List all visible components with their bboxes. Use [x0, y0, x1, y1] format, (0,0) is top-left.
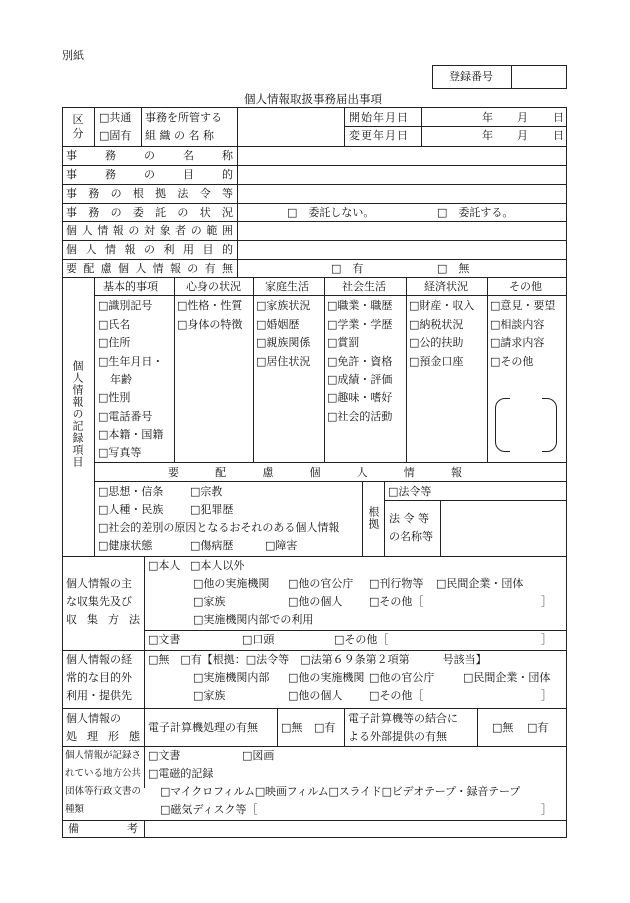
outsource-yes-checkbox[interactable]: □ 委託する。 — [437, 206, 514, 219]
checkbox-item[interactable]: □他の官公庁 — [369, 671, 435, 684]
checkbox-item[interactable]: □請求内容 — [490, 336, 545, 349]
external-label1: 電子計算機等の結合に — [348, 712, 458, 725]
annex-label: 別紙 — [62, 49, 84, 62]
law-name-label1: 法 令 等 — [389, 512, 429, 525]
header-economic: 経済状況 — [424, 280, 468, 293]
checkbox-item[interactable]: □思想・信条 — [98, 485, 164, 498]
checkbox-item[interactable]: □人種・民族 — [98, 503, 164, 516]
bracket-close: ］ — [541, 595, 552, 608]
checkbox-item[interactable]: □納税状況 — [409, 318, 464, 331]
change-date-label: 変更年月日 — [349, 129, 409, 142]
rule — [94, 295, 567, 296]
checkbox-item[interactable]: □犯罪歴 — [190, 503, 234, 516]
day-unit: 日 — [553, 111, 564, 124]
checkbox-item[interactable]: □図画 — [242, 749, 275, 762]
header-basic: 基本的事項 — [103, 280, 158, 293]
rule — [94, 462, 567, 463]
external-no-checkbox[interactable]: □無 — [492, 721, 514, 734]
checkbox-item[interactable]: □識別記号 — [98, 299, 153, 312]
checkbox-item[interactable]: □公的扶助 — [409, 336, 464, 349]
rule — [324, 277, 325, 462]
row-use-purpose: 個 人 情 報 の 利 用 目 的 — [66, 243, 233, 256]
checkbox-item[interactable]: □その他［ — [369, 689, 424, 702]
checkbox-item[interactable]: □刊行物等 — [369, 577, 424, 590]
checkbox-item[interactable]: □文書 — [148, 749, 181, 762]
process-label2: 処 理 形 態 — [66, 730, 140, 743]
checkbox-item[interactable]: □写真等 — [98, 446, 142, 459]
rule — [62, 259, 567, 260]
checkbox-item[interactable]: □本籍・国籍 — [98, 428, 164, 441]
checkbox-item[interactable]: □他の個人 — [288, 689, 343, 702]
checkbox-item[interactable]: □電話番号 — [98, 410, 153, 423]
rule — [141, 107, 142, 146]
checkbox-item[interactable]: □社会的差別の原因となるおそれのある個人情報 — [98, 521, 340, 534]
rule — [253, 277, 254, 462]
rule — [62, 650, 567, 651]
bracket-close: ］ — [541, 689, 552, 702]
rule — [62, 221, 567, 222]
checkbox-item[interactable]: □その他 — [490, 355, 534, 368]
org-label-line2: 組 織 の 名 称 — [145, 129, 214, 142]
docs-label2: れている地方公共 — [65, 768, 142, 779]
remarks-input[interactable] — [146, 821, 566, 837]
legal-basis-checkbox[interactable]: □法令等 — [388, 485, 432, 498]
rule — [62, 146, 567, 147]
header-family: 家庭生活 — [265, 280, 309, 293]
checkbox-item[interactable]: □家族状況 — [256, 299, 311, 312]
row-legal-basis: 事 務 の 根 拠 法 令 等 — [66, 187, 233, 200]
checkbox-item[interactable]: □実施機関内部 — [193, 671, 270, 684]
checkbox-item[interactable]: □職業・職歴 — [327, 299, 393, 312]
provide-label3: 利用・提供先 — [66, 689, 132, 702]
outsource-no-checkbox[interactable]: □ 委託しない。 — [287, 206, 375, 219]
rule — [94, 107, 95, 146]
bracket-gap — [510, 396, 542, 454]
sensitive-no-checkbox[interactable]: □ 無 — [437, 262, 470, 275]
reg-no-input[interactable] — [511, 65, 567, 89]
rule — [237, 107, 238, 146]
provide-line1[interactable]: □無 □有【根拠：□法令等 □法第６９条第２項第 号該当】 — [148, 653, 487, 666]
remarks-label: 備 考 — [68, 822, 138, 835]
org-label-line1: 事務を所管する — [145, 111, 222, 124]
checkbox-item[interactable]: □宗教 — [190, 485, 223, 498]
checkbox-item[interactable]: □成績・評価 — [327, 373, 393, 386]
checkbox-item[interactable]: □実施機関内部での利用 — [193, 613, 314, 626]
checkbox-item[interactable]: □家族 — [193, 689, 226, 702]
checkbox-item[interactable]: □民間企業・団体 — [436, 577, 524, 590]
rule — [144, 630, 567, 631]
checkbox-item[interactable]: □預金口座 — [409, 355, 464, 368]
reg-no-label: 登録番号 — [449, 70, 493, 83]
checkbox-item[interactable]: □社会的活動 — [327, 410, 393, 423]
rule — [62, 746, 567, 747]
checkbox-item[interactable]: □本人以外 — [190, 559, 245, 572]
month-unit: 月 — [517, 111, 528, 124]
collect-label1: 個人情報の主 — [66, 577, 132, 590]
rule — [144, 556, 145, 788]
checkbox-item[interactable]: □婚姻歴 — [256, 318, 300, 331]
checkbox-item[interactable]: □他の実施機関 — [288, 671, 365, 684]
checkbox-item[interactable]: □電磁的記録 — [148, 767, 214, 780]
konkyo-label: 根拠 — [367, 506, 380, 530]
external-yes-checkbox[interactable]: □有 — [527, 721, 549, 734]
rule — [62, 556, 567, 557]
rule — [384, 481, 385, 556]
rule — [344, 126, 567, 127]
year-unit: 年 — [482, 111, 493, 124]
checkbox-item[interactable]: □家族 — [193, 595, 226, 608]
day-unit: 日 — [553, 129, 564, 142]
record-items-label: 個人情報の記録項目 — [71, 360, 84, 468]
checkbox-item[interactable]: □財産・収入 — [409, 299, 475, 312]
rule — [174, 277, 175, 462]
row-outsourcing: 事 務 の 委 託 の 状 況 — [66, 206, 233, 219]
checkbox-item[interactable]: □他の個人 — [288, 595, 343, 608]
computer-yes-checkbox[interactable]: □有 — [314, 721, 336, 734]
row-jimu-name: 事 務 の 名 称 — [66, 149, 233, 162]
rule — [62, 165, 567, 166]
rule — [94, 277, 95, 556]
checkbox-item[interactable]: □性別 — [98, 391, 131, 404]
checkbox-item[interactable]: □本人 — [148, 559, 181, 572]
bracket-close: ］ — [541, 803, 552, 816]
checkbox-item[interactable]: □文書 — [148, 633, 181, 646]
rule — [62, 203, 567, 204]
computer-processing-label: 電子計算機処理の有無 — [148, 721, 258, 734]
rule — [477, 708, 478, 746]
checkbox-item[interactable]: □相談内容 — [490, 318, 545, 331]
rule — [277, 708, 278, 746]
collect-label3: 収 集 方 法 — [66, 613, 140, 626]
checkbox-item[interactable]: □性格・性質 — [177, 299, 243, 312]
computer-no-checkbox[interactable]: □無 — [281, 721, 303, 734]
page-title: 個人情報取扱事務届出事項 — [244, 92, 382, 106]
checkbox-item[interactable]: □磁気ディスク等［ — [160, 803, 258, 816]
checkbox-item[interactable]: □身体の特徴 — [177, 318, 243, 331]
checkbox-item[interactable]: □学業・学歴 — [327, 318, 393, 331]
law-name-label2: の名称等 — [389, 530, 433, 543]
checkbox-item[interactable]: □氏名 — [98, 318, 131, 331]
rule — [487, 277, 488, 462]
sensitive-yes-checkbox[interactable]: □ 有 — [331, 262, 364, 275]
docs-label4: 種類 — [65, 804, 85, 815]
checkbox-item[interactable]: □賞罰 — [327, 336, 360, 349]
koyu-checkbox[interactable]: □固有 — [99, 129, 132, 142]
kyotsu-checkbox[interactable]: □共通 — [99, 111, 132, 124]
rule — [384, 500, 567, 501]
checkbox-item[interactable]: □趣味・嗜好 — [327, 391, 393, 404]
checkbox-item[interactable]: □口頭 — [242, 633, 275, 646]
rule — [62, 708, 567, 709]
checkbox-item[interactable]: □意見・要望 — [490, 299, 556, 312]
row-jimu-purpose: 事 務 の 目 的 — [66, 168, 233, 181]
rule — [94, 481, 567, 482]
rule — [62, 240, 567, 241]
row-subject-scope: 個 人 情 報 の 対 象 者 の 範 囲 — [66, 224, 233, 237]
media-options[interactable]: □マイクロフィルム□映画フィルム□スライド□ビデオテープ・録音テープ — [160, 785, 521, 798]
checkbox-item[interactable]: □他の官公庁 — [288, 577, 354, 590]
month-unit: 月 — [517, 129, 528, 142]
rule — [144, 820, 145, 838]
rule — [362, 481, 363, 556]
docs-label1: 個人情報が記録さ — [65, 750, 142, 761]
sensitive-header: 要 配 慮 個 人 情 報 — [168, 466, 462, 479]
checkbox-item[interactable]: □健康状態 — [98, 539, 153, 552]
year-unit: 年 — [482, 129, 493, 142]
checkbox-item[interactable]: □親族関係 — [256, 336, 311, 349]
checkbox-item-cont: 年齢 — [110, 373, 132, 386]
checkbox-item[interactable]: □その他［ — [369, 595, 424, 608]
rule — [344, 708, 345, 746]
start-date-label: 開始年月日 — [349, 111, 409, 124]
provide-label1: 個人情報の経 — [66, 653, 132, 666]
checkbox-item[interactable]: □他の実施機関 — [193, 577, 270, 590]
checkbox-item[interactable]: □その他［ — [334, 633, 389, 646]
header-mind-body: 心身の状況 — [186, 280, 241, 293]
checkbox-item[interactable]: □民間企業・団体 — [463, 671, 551, 684]
checkbox-item[interactable]: □居住状況 — [256, 355, 311, 368]
checkbox-item[interactable]: □生年月日・ — [98, 355, 164, 368]
rule — [62, 184, 567, 185]
docs-label3: 団体等行政文書の — [65, 786, 142, 797]
checkbox-item[interactable]: □免許・資格 — [327, 355, 393, 368]
external-label2: よる外部提供の有無 — [348, 730, 447, 743]
provide-label2: 常的な目的外 — [66, 671, 132, 684]
header-social: 社会生活 — [342, 280, 386, 293]
process-label1: 個人情報の — [66, 712, 121, 725]
header-other: その他 — [509, 280, 542, 293]
rule — [406, 277, 407, 462]
rule — [440, 500, 441, 556]
rule — [62, 277, 567, 278]
row-sensitive-existence: 要 配 慮 個 人 情 報 の 有 無 — [66, 262, 233, 275]
checkbox-item[interactable]: □住所 — [98, 336, 131, 349]
bracket-close: ］ — [541, 633, 552, 646]
checkbox-item[interactable]: □障害 — [265, 539, 298, 552]
kubun-label: 区分 — [72, 113, 84, 140]
collect-label2: な収集先及び — [66, 595, 132, 608]
checkbox-item[interactable]: □傷病歴 — [190, 539, 234, 552]
